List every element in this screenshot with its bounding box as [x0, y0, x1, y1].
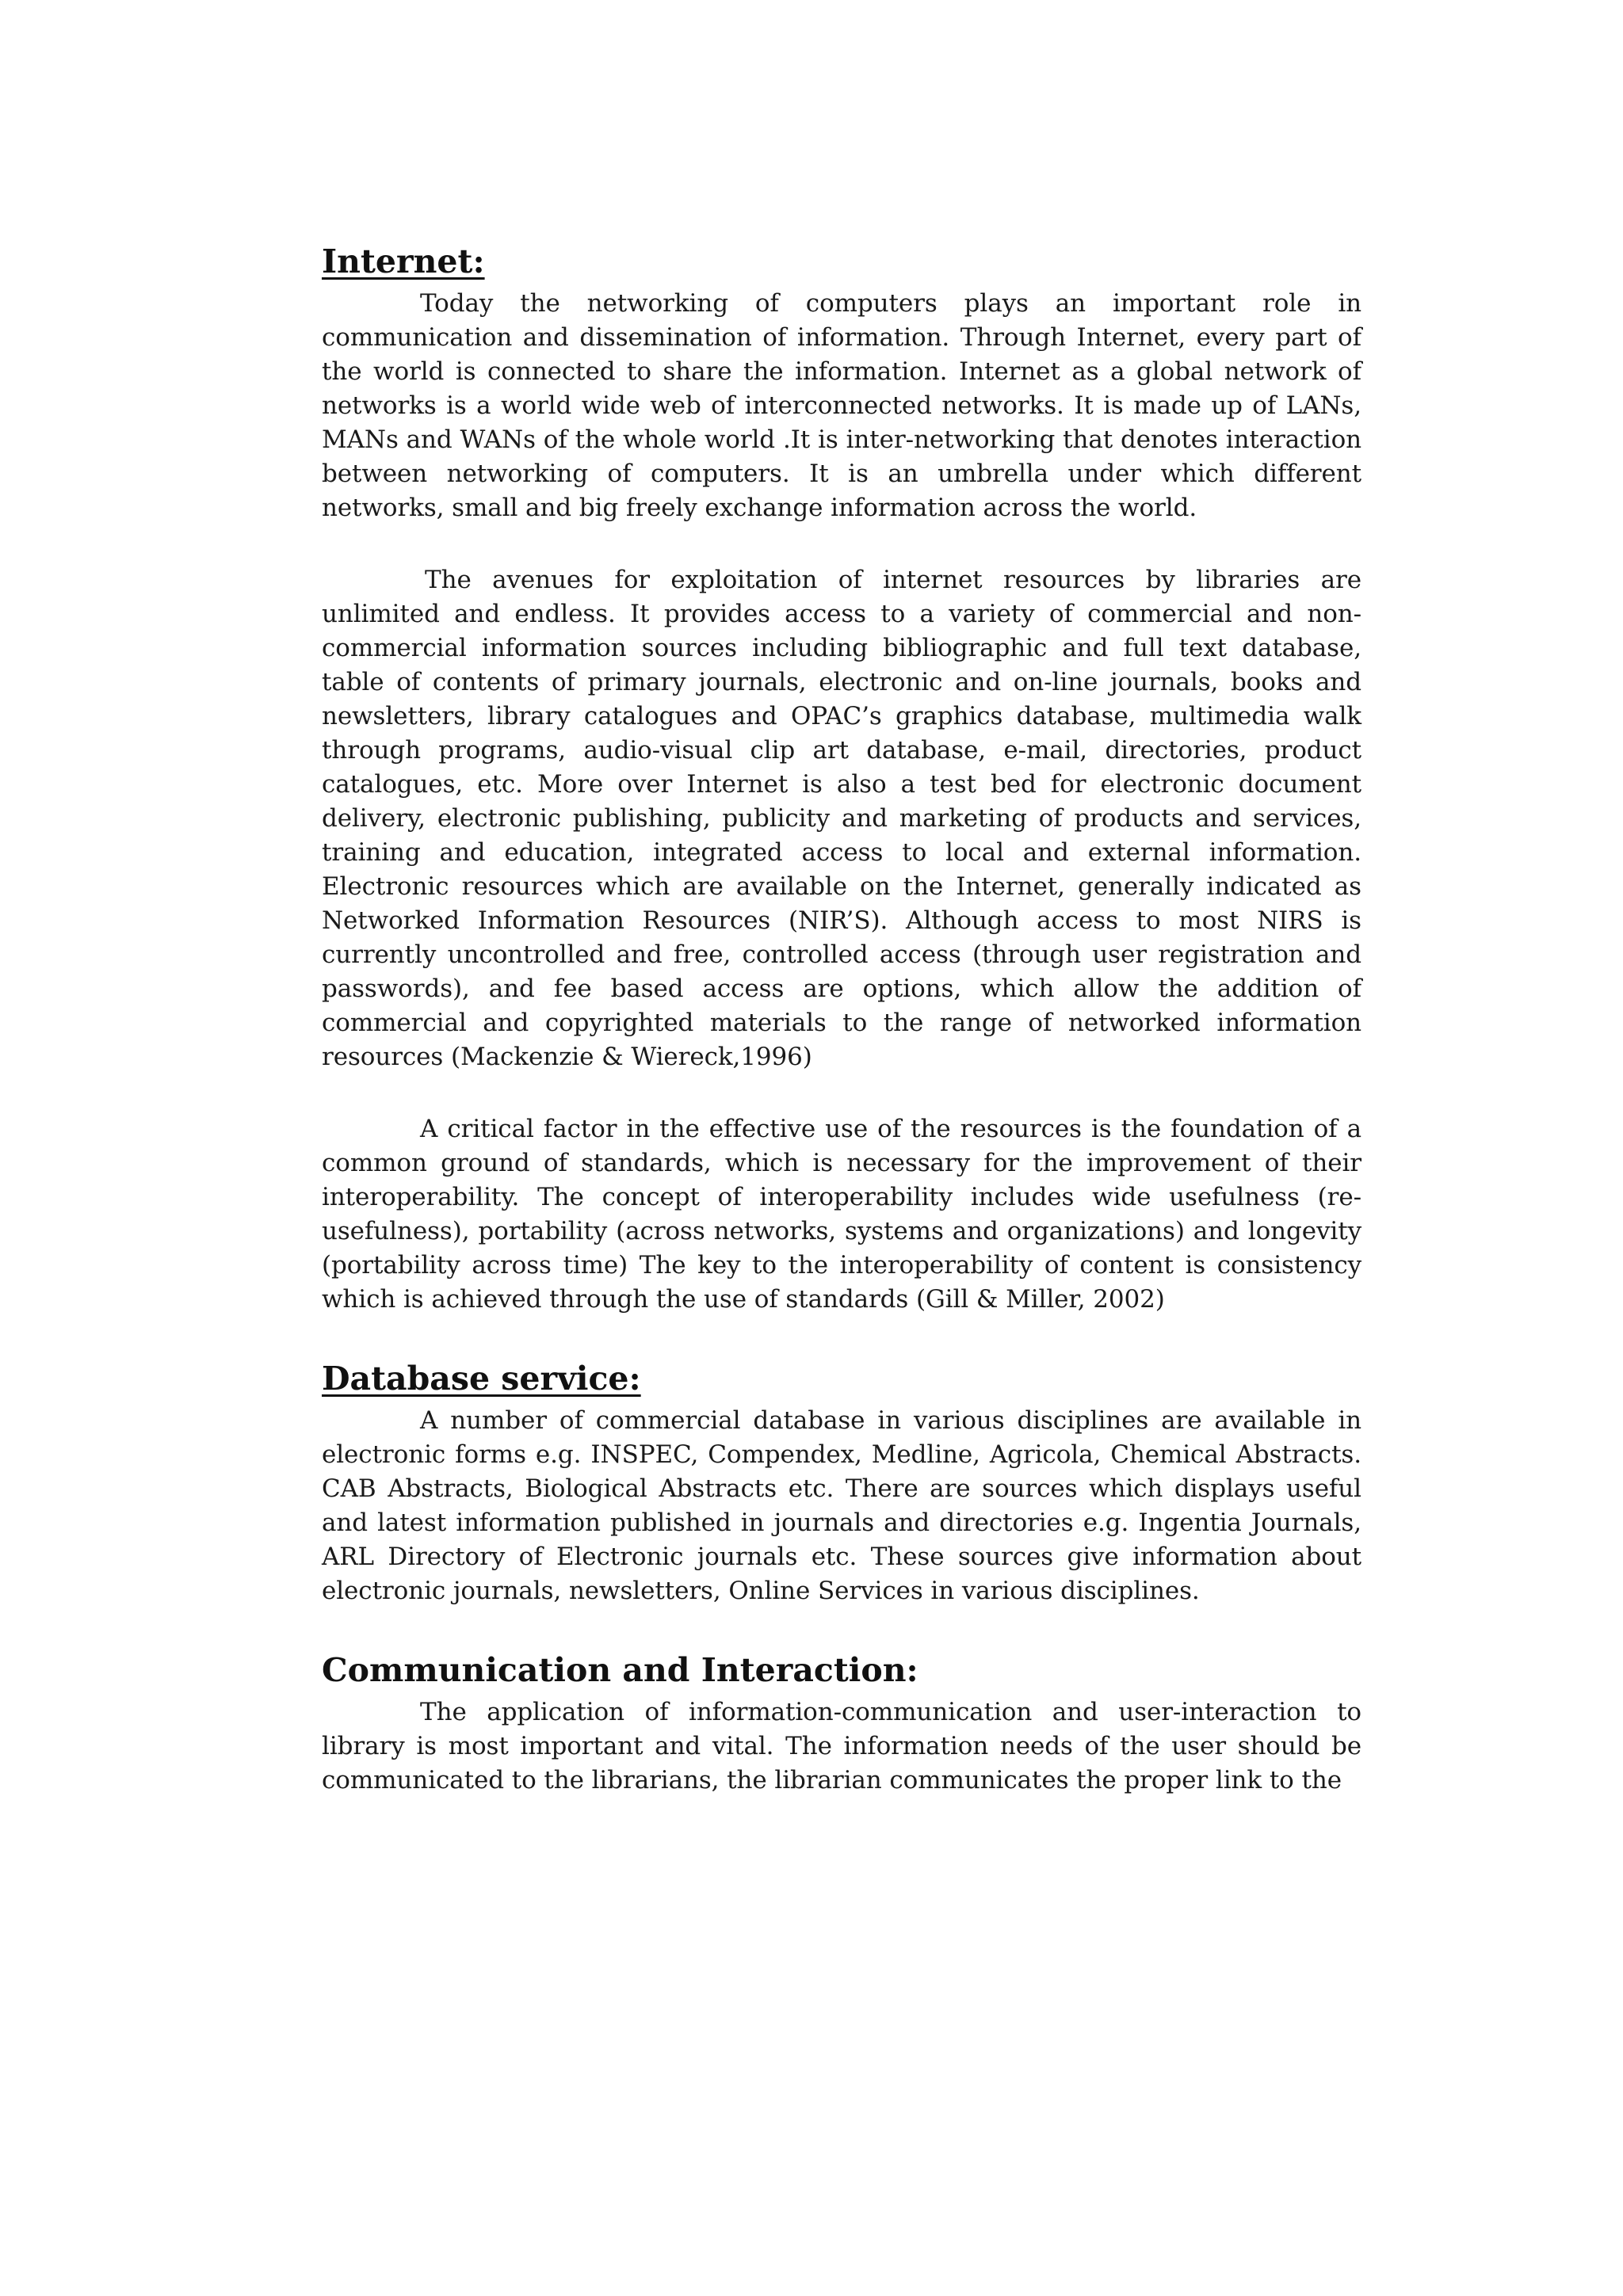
paragraph-internet-2: The avenues for exploitation of internet resources by libraries are unlimited and endless. It provides access to a variety of commercial and non-commercial information sources including bibliographic and full text database, table of contents of primary journals, electronic and on-line journals, books and newsletters, library catalogues and OPAC’s graphics database, multimedia walk through programs, audio-visual clip art database, e-mail, directories, product catalogues, etc. More over Internet is also a test bed for electronic document delivery, electronic publishing, publicity and marketing of products and services, training and education, integrated access to local and external information. Electronic resources which are available on the Internet, generally indicated as Networked Information Resources (NIR’S). Although access to most NIRS is currently uncontrolled and free, controlled access (through user registration and passwords), and fee based access are options, which allow the addition of commercial and copyrighted materials to the range of networked information resources (Mackenzie & Wiereck,1996)	[322, 566, 1361, 1071]
paragraph-internet-1: Today the networking of computers plays an important role in communication and dissemination of information. Through Internet, every part of the world is connected to share the information. Internet as a global network of networks is a world wide web of interconnected networks. It is made up of LANs, MANs and WANs of the whole world .It is inter-networking that denotes interaction between networking of computers. It is an umbrella under which different networks, small and big freely exchange information across the world.	[322, 289, 1361, 522]
document-page	[322, 236, 1361, 1798]
paragraph-spacer	[322, 525, 1361, 563]
paragraph-communication-1: The application of information-communication and user-interaction to library is most important and vital. The information needs of the user should be communicated to the librarians, the librarian communicates the proper link to the	[322, 1698, 1361, 1794]
paragraph-spacer	[322, 1074, 1361, 1112]
section-heading-internet: Internet:	[322, 242, 485, 280]
section-spacer	[322, 1317, 1361, 1353]
section-spacer	[322, 1608, 1361, 1645]
paragraph-database-service-1: A number of commercial database in various disciplines are available in electronic forms e.g. INSPEC, Compendex, Medline, Agricola, Chemical Abstracts. CAB Abstracts, Biological Abstracts etc. There are sources which displays useful and latest information published in journals and directories e.g. Ingentia Journals, ARL Directory of Electronic journals etc. These sources give information about electronic journals, newsletters, Online Services in various disciplines.	[322, 1406, 1361, 1605]
section-heading-communication-interaction: Communication and Interaction:	[322, 1651, 918, 1689]
section-heading-database-service: Database service:	[322, 1360, 641, 1398]
paragraph-internet-3: A critical factor in the effective use of the resources is the foundation of a common ground of standards, which is necessary for the improvement of their interoperability. The concept of interoperability includes wide usefulness (re-usefulness), portability (across networks, systems and organizations) and longevity (portability across time) The key to the interoperability of content is consistency which is achieved through the use of standards (Gill & Miller, 2002)	[322, 1115, 1361, 1314]
